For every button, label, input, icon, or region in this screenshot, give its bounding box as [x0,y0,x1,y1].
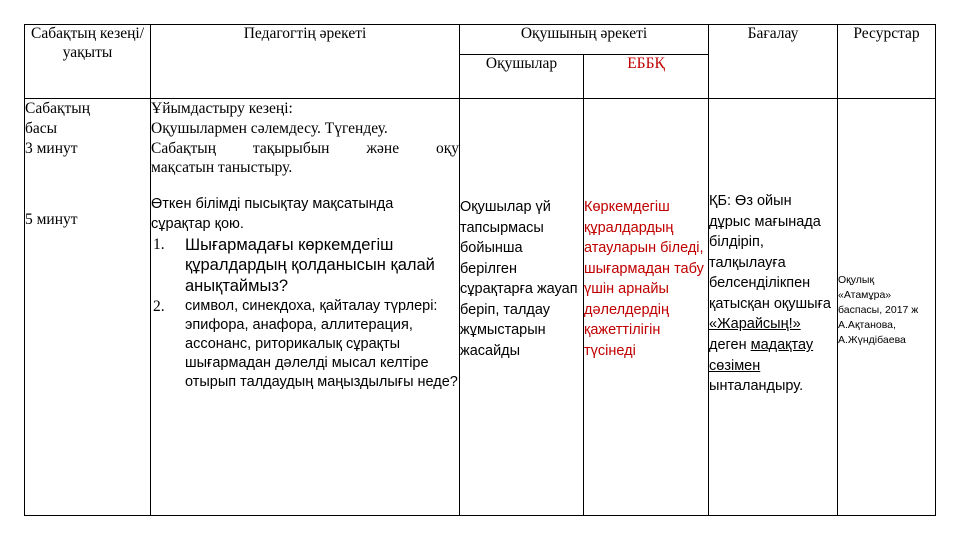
resources-line-5: А.Жүндібаева [838,333,906,346]
ebbq-text: Көркемдегіш құралдардың атауларын біледі, шығармадан табу үшін арнайы дәлелдердің қажеттілігін түсінеді [584,199,704,360]
cell-assessment [709,99,838,516]
list-item-number: 1. [153,236,165,253]
resources-line-3: баспасы, 2017 ж [838,303,919,316]
list-item [151,235,459,296]
assessment-text [709,191,837,397]
header-resources: Ресурстар [838,25,936,99]
ebbq-spacer [584,99,708,197]
teacher-intro-line-2: Оқушылармен сәлемдесу. Түгендеу. [151,119,388,137]
stage-line-2: басы [25,119,58,137]
teacher-lead-line-2: сұрақтар қою. [151,216,244,233]
cell-resources [838,99,936,516]
assessment-quote: «Жарайсың!» [709,316,801,333]
list-item-text: Шығармадағы көркемдегіш құралдардың қолданысын қалай анықтаймыз? [185,236,435,295]
header-student-ebbq: ЕББҚ [584,55,709,99]
resources-line-4: А.Ақтанова, [838,318,896,331]
cell-teacher-activity [151,99,460,516]
resources-line-1: Оқулық [838,274,875,286]
header-stage-time: Сабақтың кезеңі/уақыты [25,25,151,99]
teacher-intro-line-3: Сабақтың тақырыбын және оқу [151,139,459,157]
assessment-part-3: ынталандыру. [709,378,804,395]
resources-line-2: «Атамұра» [838,288,892,301]
stage-spacer [25,158,150,210]
stage-line-4: 5 минут [25,211,78,229]
table-body [25,99,936,516]
header-student-activity: Оқушының әрекеті [460,25,709,55]
teacher-question-list [151,235,459,392]
pupils-spacer [460,99,583,197]
header-teacher-activity: Педагогтің әрекеті [151,25,460,99]
list-item-number: 2. [153,298,165,316]
assessment-part-1: ҚБ: Өз ойын дұрыс мағынада білдіріп, талқылауға белсенділікпен қатысқан оқушыға [709,193,831,312]
header-assessment: Бағалау [709,25,838,99]
cell-student-ebbq [584,99,709,516]
header-row-main [25,25,936,55]
assessment-spacer [709,99,837,191]
stage-line-1: Сабақтың [25,100,90,117]
teacher-intro-block [151,99,459,178]
table-row [25,99,936,516]
teacher-intro-line-4: мақсатын таныстыру. [151,159,293,177]
assessment-praise: мадақтау сөзімен [709,337,814,374]
cell-stage-time [25,99,151,516]
cell-student-pupils [460,99,584,516]
teacher-spacer [151,178,459,195]
resources-spacer [838,99,935,273]
table-header [25,25,936,99]
assessment-part-2: деген [709,337,751,354]
pupils-text: Оқушылар үй тапсырмасы бойынша берілген сұрақтарға жауап беріп, талдау жұмыстарын жасайды [460,199,578,360]
header-student-pupils: Оқушылар [460,55,584,99]
lesson-plan-table [24,24,936,516]
list-item [151,297,459,391]
stage-line-3: 3 минут [25,139,78,157]
teacher-intro-title: Ұйымдастыру кезеңі: [151,100,293,117]
list-item-text: символ, синекдоха, қайталау түрлері: эпифора, анафора, аллитерация, ассонанс, риторикалық сұрақты шығармадан дәлелді мысал келтіре отырып талдаудың маңыздылығы неде? [185,298,458,390]
teacher-lead-line-1: Өткен білімді пысықтау мақсатында [151,196,394,213]
